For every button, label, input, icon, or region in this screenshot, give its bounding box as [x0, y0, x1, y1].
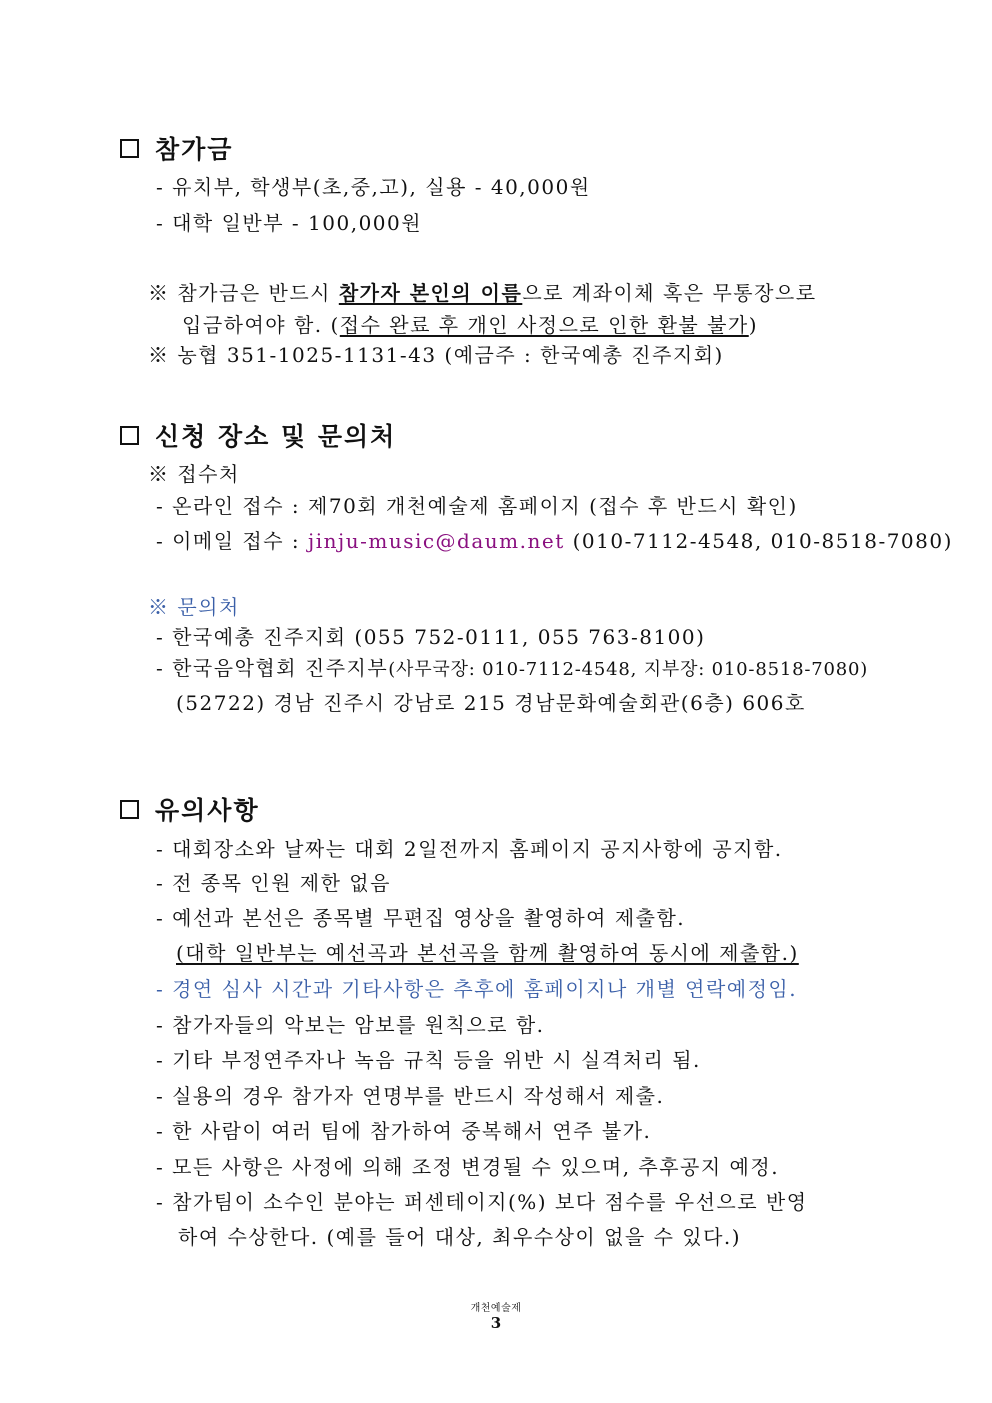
email-link[interactable]: jinju-music@daum.net: [308, 529, 565, 553]
notice-item-cont: 하여 수상한다. (예를 들어 대상, 최우수상이 없을 수 있다.): [178, 1225, 742, 1249]
section-heading-contact: [120, 417, 396, 453]
note-text: 으로 계좌이체 혹은 무통장으로: [522, 281, 817, 305]
reception-label: ※ 접수처: [148, 462, 240, 486]
email-reception: [156, 528, 953, 554]
notice-item: - 예선과 본선은 종목별 무편집 영상을 촬영하여 제출함.: [156, 906, 686, 930]
notice-item: - 전 종목 인원 제한 없음: [156, 871, 391, 895]
notice-item-highlight: - 경연 심사 시간과 기타사항은 추후에 홈페이지나 개별 연락예정임.: [156, 977, 798, 1001]
notice-item: - 실용의 경우 참가자 연명부를 반드시 작성해서 제출.: [156, 1084, 665, 1108]
notice-item: - 참가자들의 악보는 암보를 원칙으로 함.: [156, 1013, 545, 1037]
online-reception: - 온라인 접수 : 제70회 개천예술제 홈페이지 (접수 후 반드시 확인): [156, 494, 798, 518]
inquiry-item: [156, 655, 868, 683]
inquiry-phones: (사무국장: 010-7112-4548, 지부장: 010-8518-7080): [388, 659, 869, 680]
address: (52722) 경남 진주시 강남로 215 경남문화예술회관(6층) 606호: [176, 691, 806, 715]
section-title: 유의사항: [155, 796, 260, 825]
fee-note-1-cont: [182, 312, 758, 338]
notice-item: - 대회장소와 날짜는 대회 2일전까지 홈페이지 공지사항에 공지함.: [156, 837, 783, 861]
checkbox-square-icon: [120, 139, 139, 158]
section-heading-fee: [120, 130, 233, 166]
section-title: 참가금: [155, 135, 234, 164]
checkbox-square-icon: [120, 426, 139, 445]
email-phones: (010-7112-4548, 010-8518-7080): [564, 529, 953, 553]
page-number: 3: [490, 1314, 502, 1332]
note-text: ): [748, 313, 759, 337]
notice-item-sub: (대학 일반부는 예선곡과 본선곡을 함께 촬영하여 동시에 제출함.): [176, 941, 799, 965]
fee-note-1: [148, 280, 817, 306]
note-text: ※ 참가금은 반드시: [148, 281, 339, 305]
checkbox-square-icon: [120, 800, 139, 819]
note-text: 입금하여야 함. (: [182, 313, 340, 337]
inquiry-label: ※ 문의처: [148, 595, 240, 619]
notice-item: - 기타 부정연주자나 녹음 규칙 등을 위반 시 실격처리 됨.: [156, 1048, 701, 1072]
notice-item: - 한 사람이 여러 팀에 참가하여 중복해서 연주 불가.: [156, 1119, 652, 1143]
inquiry-item: - 한국예총 진주지회 (055 752-0111, 055 763-8100): [156, 625, 706, 649]
refund-notice: 접수 완료 후 개인 사정으로 인한 환불 불가: [339, 313, 749, 337]
fee-item: - 대학 일반부 - 100,000원: [156, 211, 423, 235]
section-title: 신청 장소 및 문의처: [155, 422, 397, 451]
notice-item: - 모든 사항은 사정에 의해 조정 변경될 수 있으며, 추후공지 예정.: [156, 1155, 780, 1179]
note-emphasis: 참가자 본인의 이름: [338, 281, 523, 305]
bank-account: ※ 농협 351-1025-1131-43 (예금주 : 한국예총 진주지회): [148, 343, 724, 367]
section-heading-notes: [120, 791, 260, 827]
footer-title: 개천예술제: [470, 1303, 522, 1314]
email-label: - 이메일 접수 :: [156, 529, 309, 553]
fee-item: - 유치부, 학생부(초,중,고), 실용 - 40,000원: [156, 175, 591, 199]
inquiry-org: - 한국음악협회 진주지부: [156, 656, 389, 680]
notice-item: - 참가팀이 소수인 분야는 퍼센테이지(%) 보다 점수를 우선으로 반영: [156, 1190, 808, 1214]
